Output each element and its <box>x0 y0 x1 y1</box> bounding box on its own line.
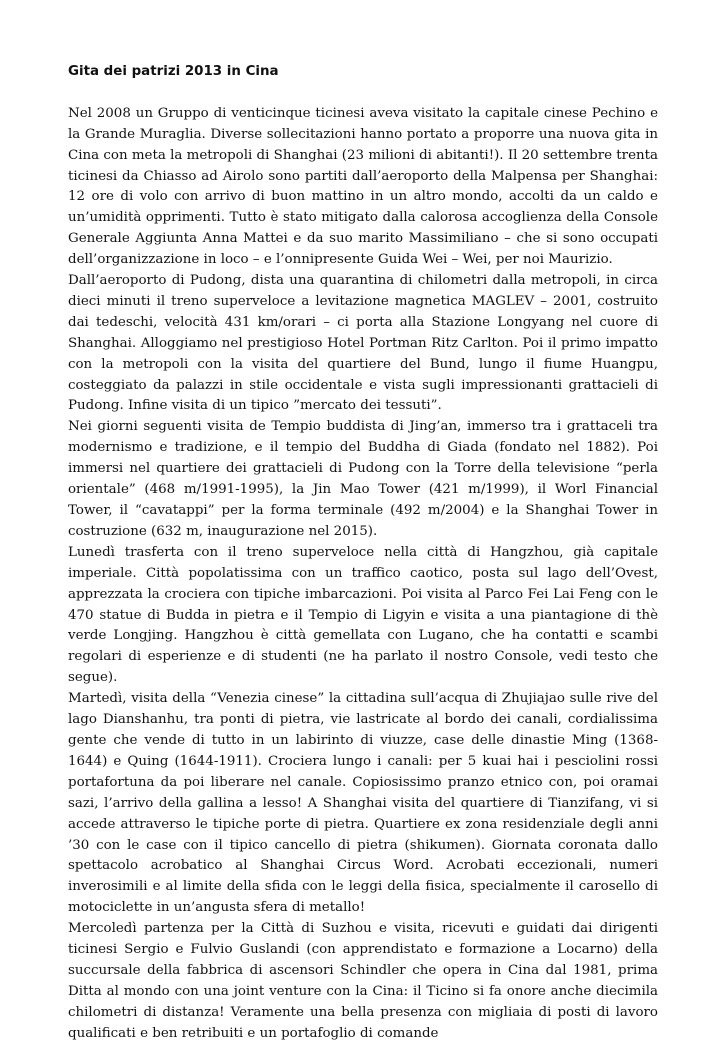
paragraph-zhujiajiao: Martedì, visita della “Venezia cinese” la cittadina sull’acqua di Zhujiajao sulle rive del lago Dianshanhu, tra ponti di pietra, vie lastricate al bordo dei canali, cordialissima gente che vende di tutto in un labirinto di viuzze, case delle dinastie Ming (1368-1644) e Quing (1644-1911). Crociera lungo i canali: per 5 kuai hai i pesciolini rossi portafortuna da poi liberare nel canale. Copiosissimo pranzo etnico con, poi oramai sazi, l’arrivo della gallina a lesso! A Shanghai visita del quartiere di Tianzifang, vi si accede attraverso le tipiche porte di pietra. Quartiere ex zona residenziale degli anni ’30 con le case con il tipico cancello di pietra (shikumen). Giornata coronata dallo spettacolo acrobatico al Shanghai Circus Word. Acrobati eccezionali, numeri inverosimili e al limite della sfida con le leggi della fisica, specialmente il carosello di motociclette in un’angusta sfera di metallo! <box>68 691 658 916</box>
paragraph-hangzhou: Lunedì trasferta con il treno superveloce nella città di Hangzhou, già capitale imperiale. Città popolatissima con un traffico caotico, posta sul lago dell’Ovest, apprezzata la crociera con tipiche imbarcazioni. Poi visita al Parco Fei Lai Feng con le 470 statue di Budda in pietra e il Tempio di Ligyin e visita a una piantagione di thè verde Longjing. Hangzhou è città gemellata con Lugano, che ha contatti e scambi regolari di esperienze e di studenti (ne ha parlato il nostro Console, vedi testo che segue). <box>68 544 658 686</box>
document-page <box>68 62 658 1045</box>
paragraph-suzhou: Mercoledì partenza per la Città di Suzhou e visita, ricevuti e guidati dai dirigenti ticinesi Sergio e Fulvio Guslandi (con apprendistato e formazione a Locarno) della succursale della fabbrica di ascensori Schindler che opera in Cina dal 1981, prima Ditta al mondo con una joint venture con la Cina: il Ticino si fa onore anche diecimila chilometri di distanza! Veramente una bella presenza con migliaia di posti di lavoro qualificati e ben retribuiti e un portafoglio di comande <box>68 921 658 1041</box>
paragraph-temples-towers: Nei giorni seguenti visita de Tempio buddista di Jing’an, immerso tra i grattaceli tra modernismo e tradizione, e il tempio del Buddha di Giada (fondato nel 1882). Poi immersi nel quartiere dei grattacieli di Pudong con la Torre della televisione “perla orientale” (468 m/1991-1995), la Jin Mao Tower (421 m/1999), il Worl Financial Tower, il “cavatappi” per la forma terminale (492 m/2004) e la Shanghai Tower in costruzione (632 m, inaugurazione nel 2015). <box>68 419 658 539</box>
document-title: Gita dei patrizi 2013 in Cina <box>68 64 279 79</box>
paragraph-pudong-arrival: Dall’aeroporto di Pudong, dista una quarantina di chilometri dalla metropoli, in circa dieci minuti il treno superveloce a levitazione magnetica MAGLEV – 2001, costruito dai tedeschi, velocità 431 km/orari – ci porta alla Stazione Longyang nel cuore di Shanghai. Alloggiamo nel prestigioso Hotel Portman Ritz Carlton. Poi il primo impatto con la metropoli con la visita del quartiere del Bund, lungo il fiume Huangpu, costeggiato da palazzi in stile occidentale e vista sugli impressionanti grattacieli di Pudong. Infine visita di un tipico ”mercato dei tessuti”. <box>68 273 658 414</box>
paragraph-intro: Nel 2008 un Gruppo di venticinque ticinesi aveva visitato la capitale cinese Pechino e la Grande Muraglia. Diverse sollecitazioni hanno portato a proporre una nuova gita in Cina con meta la metropoli di Shanghai (23 milioni di abitanti!). Il 20 settembre trenta ticinesi da Chiasso ad Airolo sono partiti dall’aeroporto della Malpensa per Shanghai: 12 ore di volo con arrivo di buon mattino in un altro mondo, accolti da un caldo e un’umidità opprimenti. Tutto è stato mitigato dalla calorosa accoglienza della Console Generale Aggiunta Anna Mattei e da suo marito Massimiliano – che si sono occupati dell’organizzazione in loco – e l’onnipresente Guida Wei – Wei, per noi Maurizio. <box>68 105 658 268</box>
